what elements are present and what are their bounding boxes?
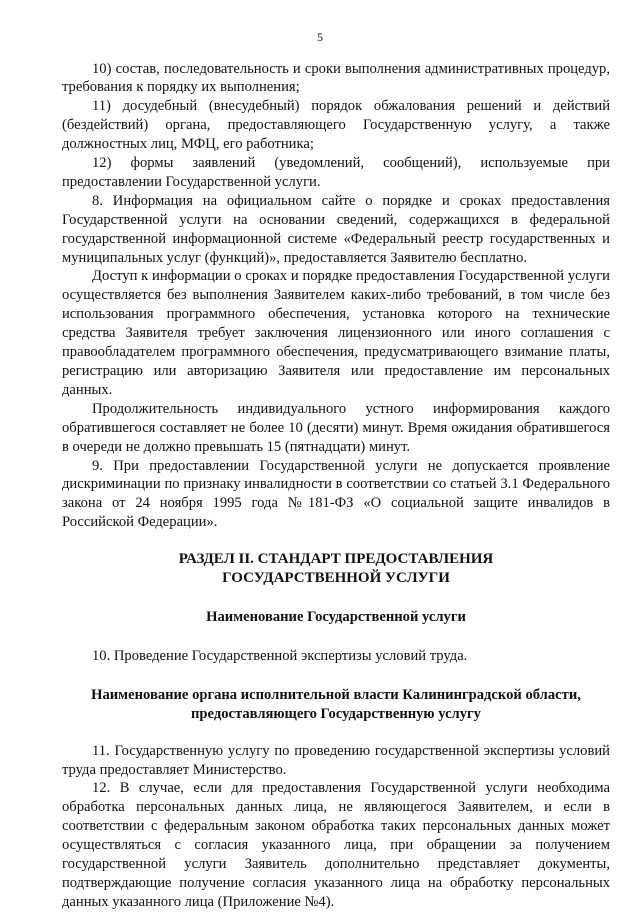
paragraph-item-12: 12) формы заявлений (уведомлений, сообщений), используемые при предоставлении Государственной услуги. bbox=[62, 155, 610, 190]
paragraph-12: 12. В случае, если для предоставления Государственной услуги необходима обработка персональных данных лица, не являющегося Заявителем, и если в соответствии с федеральным законом обработка таких персональных данных может осуществляться с согласия указанного лица, при обращении за получением государственной услуги Заявитель дополнительно представляет документы, подтверждающие получение согласия указанного лица на обработку персональных данных указанного лица (Приложение №4). bbox=[62, 780, 610, 910]
paragraph-11: 11. Государственную услугу по проведению государственной экспертизы условий труда предоставляет Министерство. bbox=[62, 742, 610, 778]
subheading-service-name: Наименование Государственной услуги bbox=[206, 608, 466, 625]
paragraph-10: 10. Проведение Государственной экспертизы условий труда. bbox=[92, 647, 468, 664]
document-body bbox=[62, 60, 610, 912]
paragraph-access: Доступ к информации о сроках и порядке предоставления Государственной услуги осуществляется без выполнения Заявителем каких-либо требований, в том числе без использования программного обеспечения, установка которого на технические средства Заявителя требует заключения лицензионного или иного соглашения с правообладателем программного обеспечения, предусматривающего взимание платы, регистрацию или авторизацию Заявителя или предоставление им персональных данных. bbox=[62, 268, 610, 398]
paragraph-item-10: 10) состав, последовательность и сроки выполнения административных процедур, требования к порядку их выполнения; bbox=[62, 60, 610, 96]
paragraph-item-11: 11) досудебный (внесудебный) порядок обжалования решений и действий (бездействий) органа, предоставляющего Государственную услугу, а также должностных лиц, МФЦ, его работника; bbox=[62, 98, 610, 153]
paragraph-9: 9. При предоставлении Государственной услуги не допускается проявление дискриминации по признаку инвалидности в соответствии со статьей 3.1 Федерального закона от 24 ноября 1995 года №181-ФЗ «О социальной защите инвалидов в Российской Федерации». bbox=[62, 457, 610, 531]
paragraph-8: 8. Информация на официальном сайте о порядке и сроках предоставления Государственной услуги на основании сведений, содержащихся в федеральной государственной информационной системе «Федеральный реестр государственных и муниципальных услуг (функций)», предоставляется Заявителю бесплатно. bbox=[62, 192, 610, 266]
paragraph-duration: Продолжительность индивидуального устного информирования каждого обратившегося составляет не более 10 (десяти) минут. Время ожидания обратившегося в очереди не должно превышать 15 (пятнадцати) минут. bbox=[62, 400, 610, 455]
section-heading: РАЗДЕЛ II. СТАНДАРТ ПРЕДОСТАВЛЕНИЯ ГОСУДАРСТВЕННОЙ УСЛУГИ bbox=[178, 551, 494, 587]
page-number: 5 bbox=[317, 30, 323, 44]
subheading-authority: Наименование органа исполнительной власти Калининградской области, предоставляющего Государственную услугу bbox=[91, 686, 581, 722]
